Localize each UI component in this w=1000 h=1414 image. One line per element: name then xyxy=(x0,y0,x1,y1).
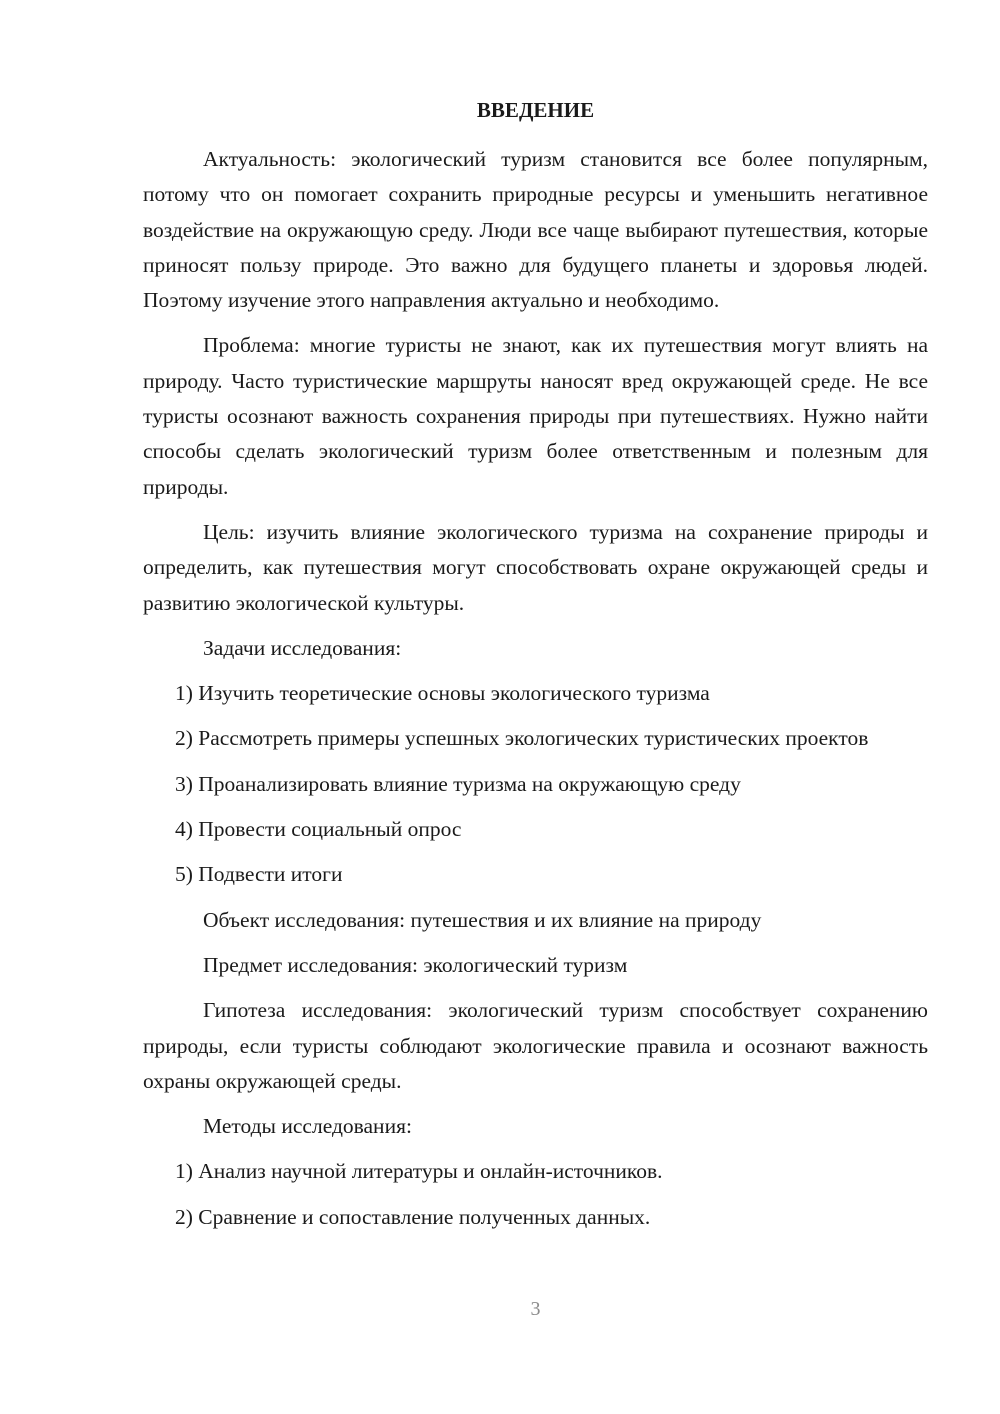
task-item: 2) Рассмотреть примеры успешных экологических туристических проектов xyxy=(175,726,869,751)
problem-paragraph: Проблема: многие туристы не знают, как их путешествия могут влиять на природу. Часто туристические маршруты наносят вред окружающей среде. Не все туристы осознают важность сохранения природы при путешествиях. Нужно найти способы сделать экологический туризм более ответственным и полезным для природы. xyxy=(143,333,928,499)
task-item: 3) Проанализировать влияние туризма на окружающую среду xyxy=(175,771,741,796)
goal-paragraph: Цель: изучить влияние экологического туризма на сохранение природы и определить, как путешествия могут способствовать охране окружающей среды и развитию экологической культуры. xyxy=(143,519,928,615)
object-paragraph: Объект исследования: путешествия и их влияние на природу xyxy=(203,907,762,932)
task-item: 4) Провести социальный опрос xyxy=(175,817,462,842)
page-number: 3 xyxy=(530,1298,541,1320)
task-item: 1) Изучить теоретические основы экологического туризма xyxy=(175,681,710,706)
document-page xyxy=(143,96,928,1245)
hypothesis-paragraph: Гипотеза исследования: экологический туризм способствует сохранению природы, если туристы соблюдают экологические правила и осознают важность охраны окружающей среды. xyxy=(143,998,928,1093)
method-item: 2) Сравнение и сопоставление полученных данных. xyxy=(175,1204,651,1229)
relevance-paragraph: Актуальность: экологический туризм становится все более популярным, потому что он помогает сохранить природные ресурсы и уменьшить негативное воздействие на окружающую среду. Люди все чаще выбирают путешествия, которые приносят пользу природе. Это важно для будущего планеты и здоровья людей. Поэтому изучение этого направления актуально и необходимо. xyxy=(143,147,928,313)
subject-paragraph: Предмет исследования: экологический туризм xyxy=(203,952,628,977)
methods-heading: Методы исследования: xyxy=(203,1114,412,1139)
method-item: 1) Анализ научной литературы и онлайн-источников. xyxy=(175,1159,663,1184)
section-title: ВВЕДЕНИЕ xyxy=(476,98,595,122)
task-item: 5) Подвести итоги xyxy=(175,862,343,887)
tasks-heading: Задачи исследования: xyxy=(203,635,402,660)
